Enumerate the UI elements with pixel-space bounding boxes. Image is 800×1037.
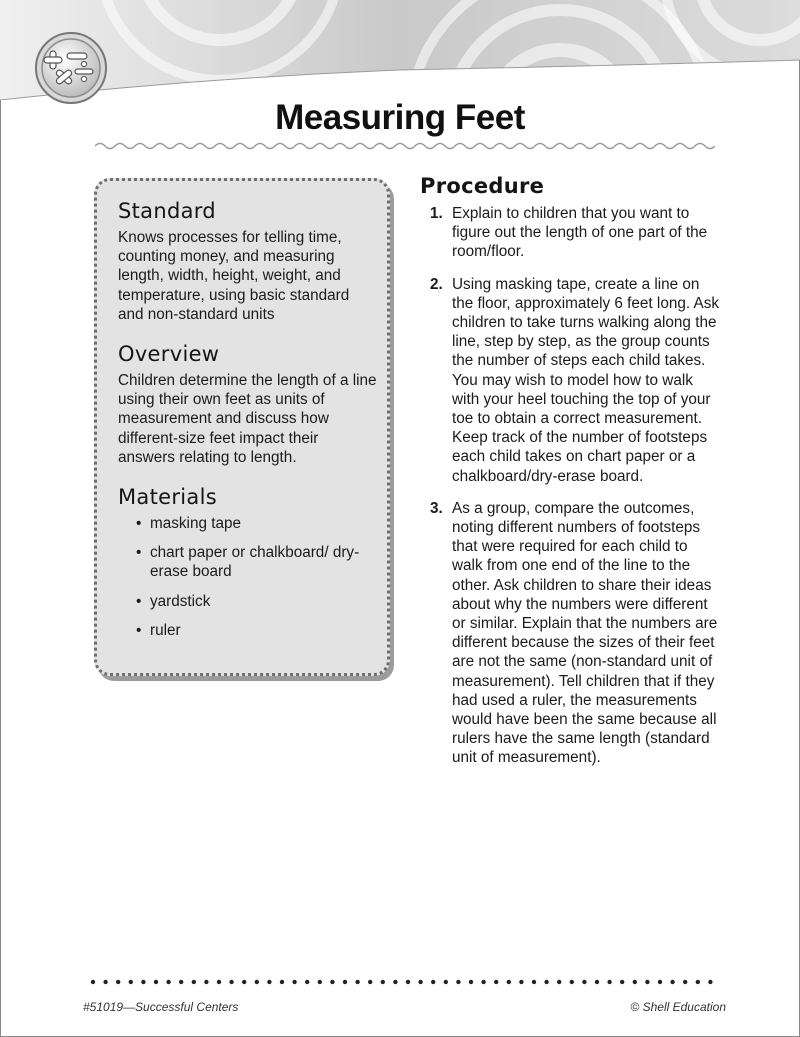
procedure-step [420,499,720,768]
standard-text: Knows processes for telling time, counting money, and measuring length, width, height, weight, and temperature, using basic standard and non-standard units [118,229,350,323]
list-item [136,621,378,640]
bullet-icon: • [136,544,142,562]
step-number: 2. [430,275,443,293]
step-text: Explain to children that you want to figure out the length of one part of the room/floor. [452,205,708,261]
math-operations-icon [33,30,109,106]
materials-list [118,514,378,640]
step-text: As a group, compare the outcomes, noting different numbers of footsteps that were required for each child to walk from one end of the line to the other. Ask children to share their ideas about why the numbers were different or similar. Explain that the numbers are different because the sizes of their feet are not the same (non-standard unit of measurement). Tell children that if they had used a ruler, the measurements would have been the same because all rulers have the same length (standard unit of measurement). [452,499,718,767]
procedure-steps [420,204,720,768]
material-item: yardstick [150,592,211,610]
dotted-footer-divider [90,977,720,987]
procedure-section [420,174,720,781]
standard-heading: Standard [118,199,216,223]
material-item: chart paper or chalkboard/ dry-erase board [150,544,360,581]
bullet-icon: • [136,515,142,533]
step-number: 1. [430,205,443,222]
bullet-icon: • [136,592,142,610]
wavy-divider [95,140,715,152]
list-item [136,592,378,611]
sidebar-box [94,178,390,676]
bullet-icon: • [136,621,142,639]
header-swirl-banner [0,0,800,100]
material-item: masking tape [150,515,241,533]
page-title: Measuring Feet [275,98,525,137]
step-number: 3. [430,499,443,517]
procedure-heading: Procedure [420,174,545,198]
footer-publisher: © Shell Education [630,1000,726,1014]
step-text: Using masking tape, create a line on the floor, approximately 6 feet long. Ask children to take turns walking along the line, step by step, as the group counts the number of steps each child takes. You may wish to model how to walk with your heel touching the top of your toe to obtain a correct measurement. Keep track of the number of footsteps each child takes on chart paper or a chalkboard/dry-erase board. [452,275,720,485]
procedure-step [420,204,720,262]
list-item [136,514,378,533]
list-item [136,543,378,581]
overview-text: Children determine the length of a line using their own feet as units of measurement and discuss how different-size feet impact their answers relating to length. [118,372,377,466]
material-item: ruler [150,621,181,639]
sidebar-content [118,199,378,650]
materials-heading: Materials [118,485,217,510]
footer-book-id: #51019—Successful Centers [83,1000,239,1014]
overview-heading: Overview [118,342,220,367]
procedure-step [420,275,720,486]
